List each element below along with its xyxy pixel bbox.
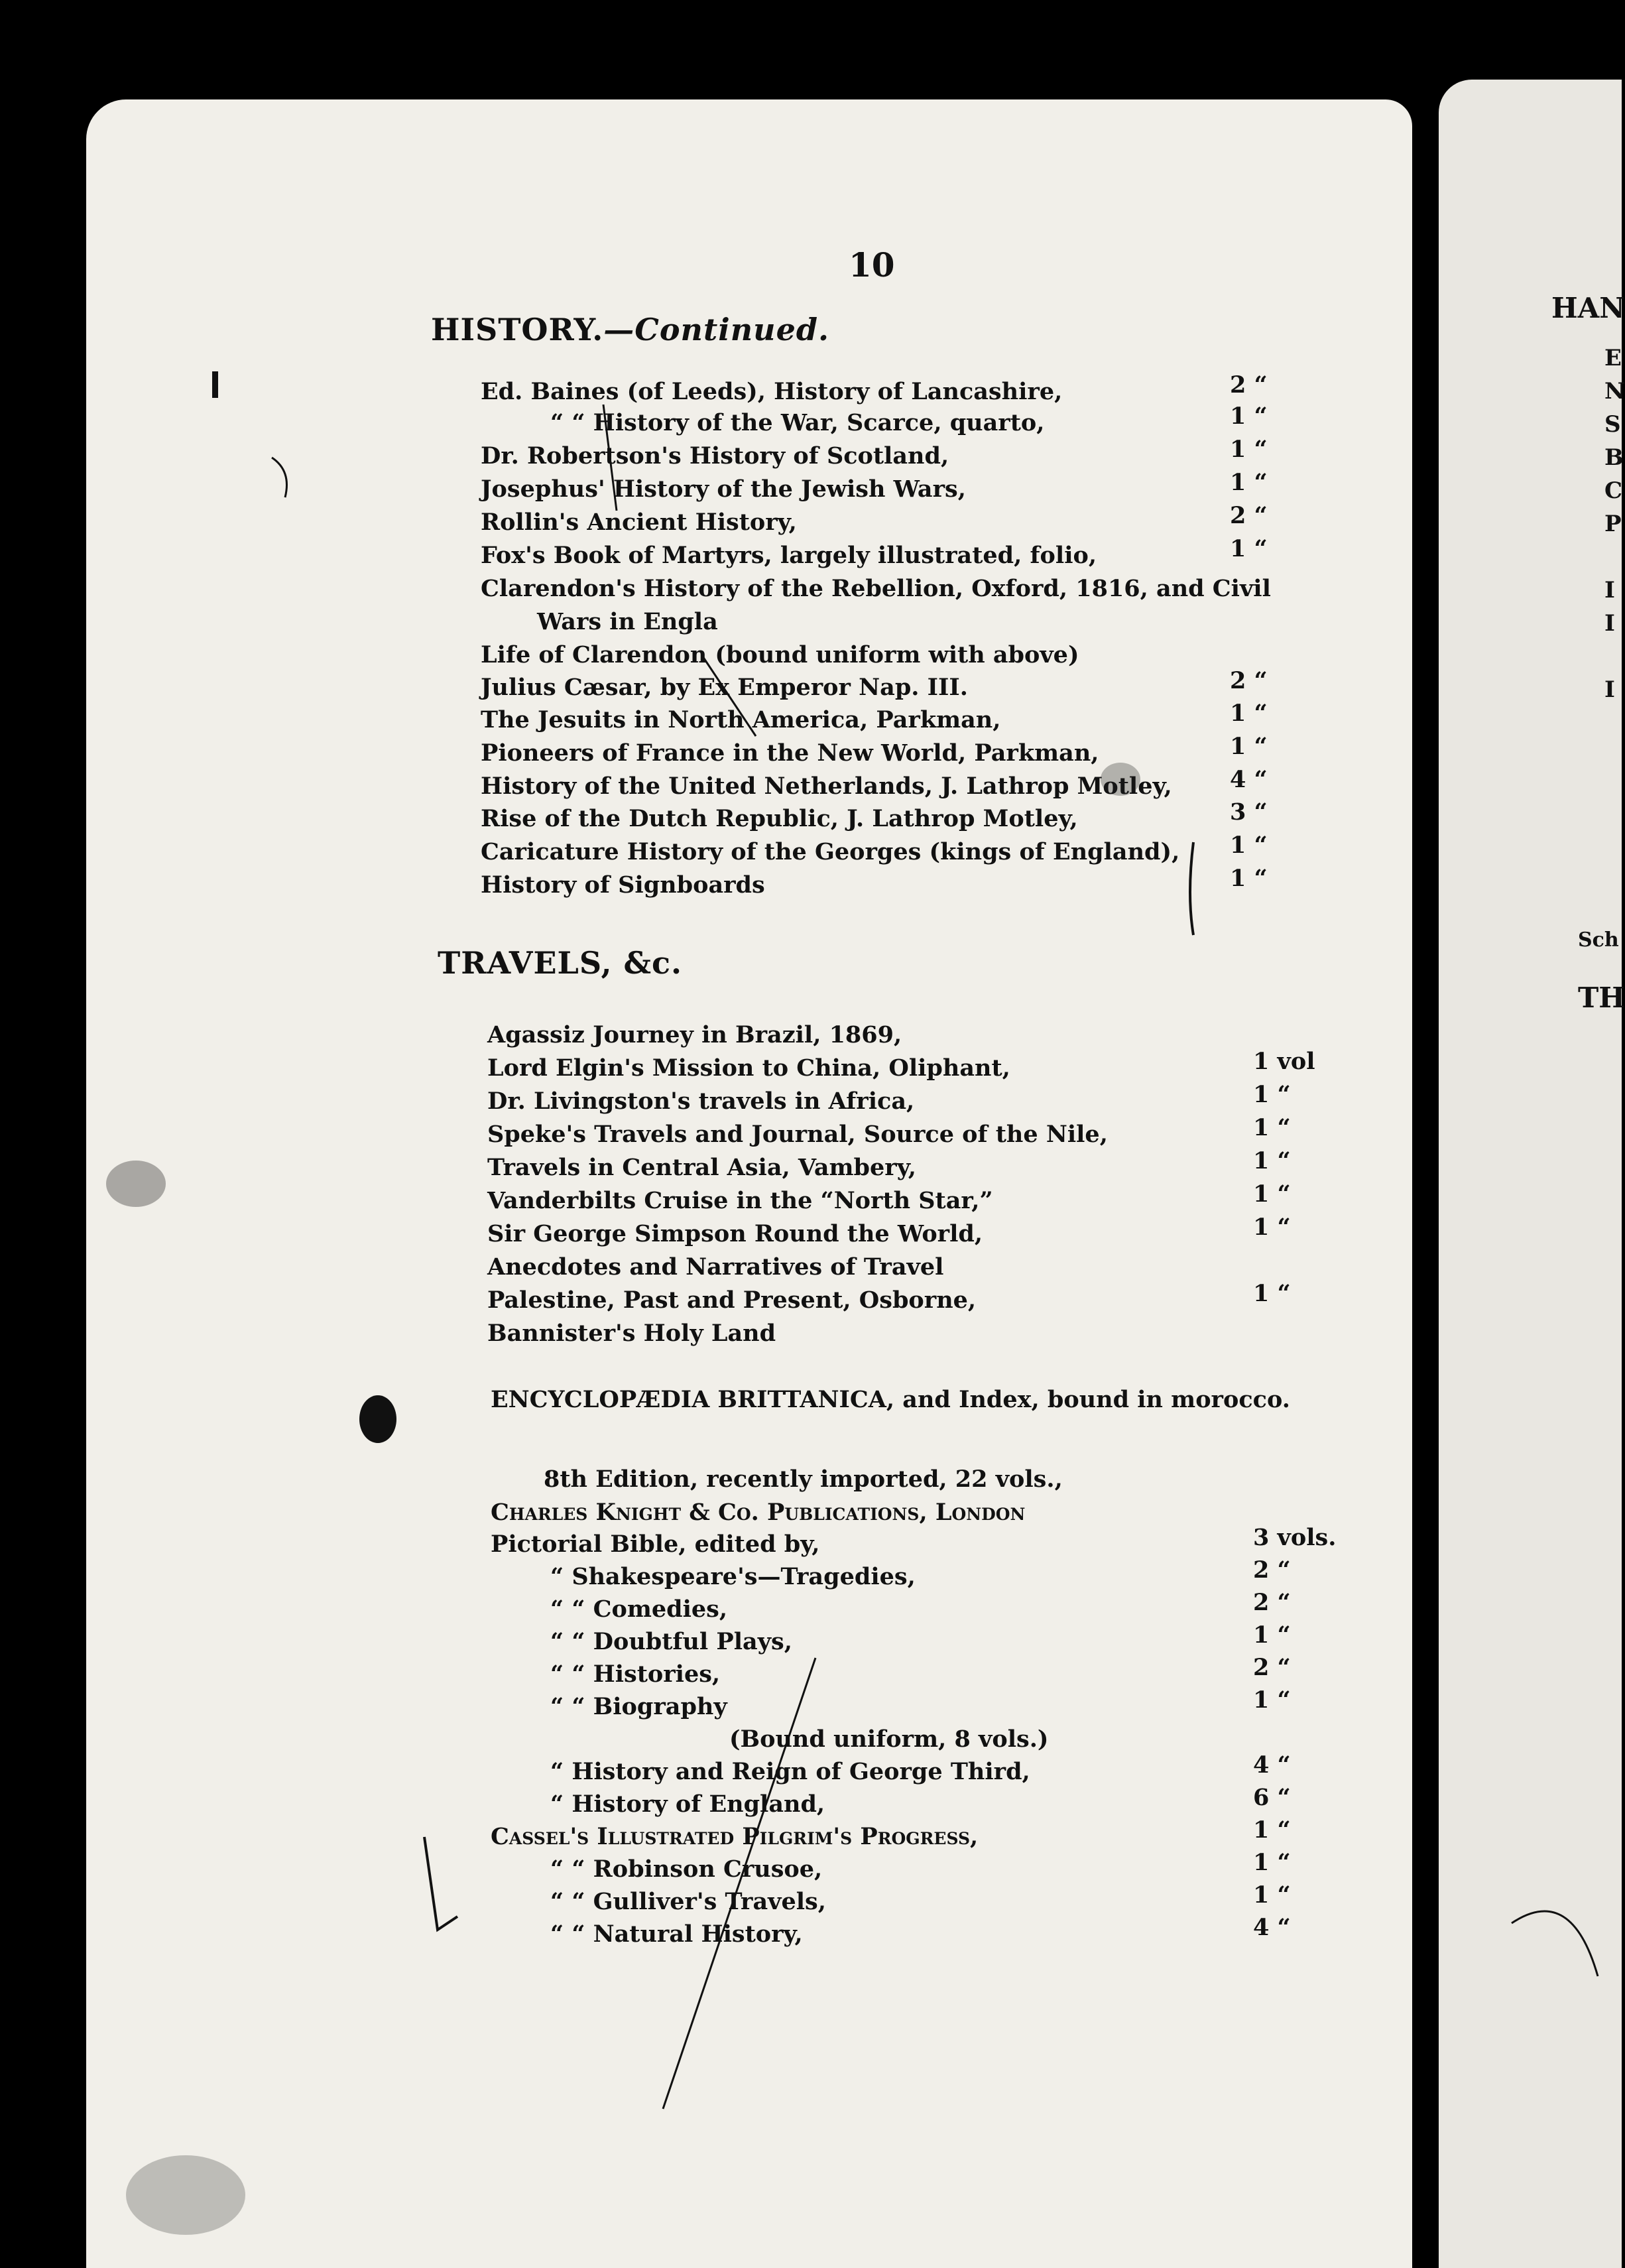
- right-page-fragment: Sch: [1578, 928, 1619, 952]
- quantity: 2 “: [1230, 371, 1268, 399]
- encyclopaedia-heading: ENCYCLOPÆDIA BRITTANICA, and Index, bound in morocco.: [491, 1386, 1290, 1413]
- list-item: (Bound uniform, 8 vols.): [729, 1726, 1049, 1753]
- list-item: Rollin's Ancient History,: [481, 509, 797, 536]
- travels-heading: TRAVELS, &c.: [438, 945, 683, 981]
- right-page-letter: P: [1604, 511, 1622, 537]
- list-item: Travels in Central Asia, Vambery,: [487, 1154, 916, 1181]
- quantity: 2 “: [1230, 667, 1268, 694]
- quantity: 1 “: [1253, 1849, 1291, 1876]
- quantity: 6 “: [1253, 1784, 1291, 1811]
- quantity: 1 “: [1253, 1686, 1291, 1714]
- right-page-heading: HAN: [1551, 292, 1625, 324]
- list-item: Fox's Book of Martyrs, largely illustrated, folio,: [481, 542, 1097, 569]
- ink-marks: [86, 99, 1412, 2268]
- quantity: 4 “: [1253, 1914, 1291, 1941]
- list-item: Cassel's Illustrated Pilgrim's Progress,: [491, 1823, 979, 1850]
- quantity: 2 “: [1253, 1654, 1291, 1681]
- list-item: “ “ Histories,: [550, 1661, 721, 1688]
- list-item: Speke's Travels and Journal, Source of the Nile,: [487, 1121, 1108, 1148]
- right-page-heading2: TH: [1578, 981, 1625, 1014]
- list-item: The Jesuits in North America, Parkman,: [481, 706, 1001, 733]
- right-page-letter: N: [1604, 378, 1625, 405]
- list-item: Charles Knight & Co. Publications, London: [491, 1499, 1026, 1526]
- quantity: 4 “: [1230, 766, 1268, 793]
- quantity: 1 “: [1253, 1214, 1291, 1241]
- list-item: Palestine, Past and Present, Osborne,: [487, 1287, 977, 1314]
- quantity: 2 “: [1253, 1589, 1291, 1616]
- list-item: Josephus' History of the Jewish Wars,: [481, 475, 966, 503]
- list-item: “ Shakespeare's—Tragedies,: [550, 1563, 916, 1590]
- list-item: Bannister's Holy Land: [487, 1320, 776, 1347]
- right-page-letter: B: [1604, 444, 1624, 471]
- list-item: Agassiz Journey in Brazil, 1869,: [487, 1021, 902, 1048]
- list-item: 8th Edition, recently imported, 22 vols.,: [544, 1466, 1063, 1493]
- right-page-letter: S: [1604, 411, 1621, 438]
- list-item: Dr. Livingston's travels in Africa,: [487, 1088, 915, 1115]
- quantity: 1 “: [1230, 865, 1268, 892]
- quantity: 1 “: [1230, 700, 1268, 727]
- list-item: Sir George Simpson Round the World,: [487, 1220, 983, 1247]
- list-item: “ “ Comedies,: [550, 1596, 728, 1623]
- list-item: Julius Cæsar, by Ex Emperor Nap. III.: [481, 674, 968, 701]
- history-heading-suffix: —Continued.: [603, 312, 830, 347]
- quantity: 1 “: [1253, 1881, 1291, 1909]
- quantity: 3 vols.: [1253, 1524, 1337, 1551]
- quantity: 1 “: [1253, 1816, 1291, 1844]
- history-heading-title: HISTORY.: [431, 312, 604, 347]
- right-page: [1439, 80, 1625, 2268]
- list-item: “ History of England,: [550, 1791, 825, 1818]
- quantity: 1 “: [1230, 436, 1268, 463]
- quantity: 1 “: [1253, 1147, 1291, 1174]
- list-item: Caricature History of the Georges (kings of England),: [481, 838, 1180, 865]
- quantity: 1 “: [1253, 1114, 1291, 1141]
- list-item: “ “ Robinson Crusoe,: [550, 1856, 823, 1883]
- quantity: 1 “: [1230, 535, 1268, 562]
- page-number: 10: [849, 245, 895, 284]
- list-item: Anecdotes and Narratives of Travel: [487, 1253, 944, 1281]
- quantity: 4 “: [1253, 1751, 1291, 1779]
- quantity: 1 “: [1230, 832, 1268, 859]
- right-page-letter: I: [1604, 577, 1615, 603]
- list-item: Life of Clarendon (bound uniform with above): [481, 641, 1079, 668]
- list-item: Ed. Baines (of Leeds), History of Lancashire,: [481, 378, 1063, 405]
- list-item: “ “ Gulliver's Travels,: [550, 1888, 826, 1915]
- quantity: 1 vol: [1253, 1048, 1315, 1075]
- quantity: 1 “: [1253, 1621, 1291, 1649]
- right-page-letter: I: [1604, 610, 1615, 637]
- right-page-letter: E: [1604, 345, 1622, 371]
- right-page-letter: C: [1604, 477, 1623, 504]
- list-item: Lord Elgin's Mission to China, Oliphant,: [487, 1054, 1010, 1082]
- list-item: History of the United Netherlands, J. Lathrop Motley,: [481, 773, 1172, 800]
- list-item: “ “ Biography: [550, 1693, 727, 1720]
- quantity: 1 “: [1230, 469, 1268, 496]
- list-item: Pioneers of France in the New World, Parkman,: [481, 739, 1099, 767]
- quantity: 2 “: [1253, 1556, 1291, 1584]
- quantity: 1 “: [1253, 1180, 1291, 1208]
- list-item: Clarendon's History of the Rebellion, Oxford, 1816, and Civil: [481, 575, 1271, 602]
- quantity: 3 “: [1230, 798, 1268, 826]
- quantity: 1 “: [1230, 403, 1268, 430]
- list-item: Rise of the Dutch Republic, J. Lathrop Motley,: [481, 805, 1078, 832]
- right-page-letter: I: [1604, 676, 1615, 703]
- ink-marks: [1439, 80, 1622, 2268]
- list-item: History of Signboards: [481, 871, 765, 899]
- list-item: “ History and Reign of George Third,: [550, 1758, 1030, 1785]
- list-item: Pictorial Bible, edited by,: [491, 1531, 820, 1558]
- quantity: 1 “: [1230, 733, 1268, 760]
- list-item: Vanderbilts Cruise in the “North Star,”: [487, 1187, 993, 1214]
- left-page: [86, 99, 1412, 2268]
- quantity: 1 “: [1253, 1081, 1291, 1108]
- quantity: 2 “: [1230, 502, 1268, 529]
- page-gutter: [1412, 86, 1439, 2268]
- list-item: Wars in Engla: [537, 608, 718, 635]
- list-item: “ “ Doubtful Plays,: [550, 1628, 792, 1655]
- list-item: Dr. Robertson's History of Scotland,: [481, 442, 949, 470]
- quantity: 1 “: [1253, 1280, 1291, 1307]
- list-item: “ “ History of the War, Scarce, quarto,: [550, 409, 1045, 436]
- list-item: “ “ Natural History,: [550, 1921, 803, 1948]
